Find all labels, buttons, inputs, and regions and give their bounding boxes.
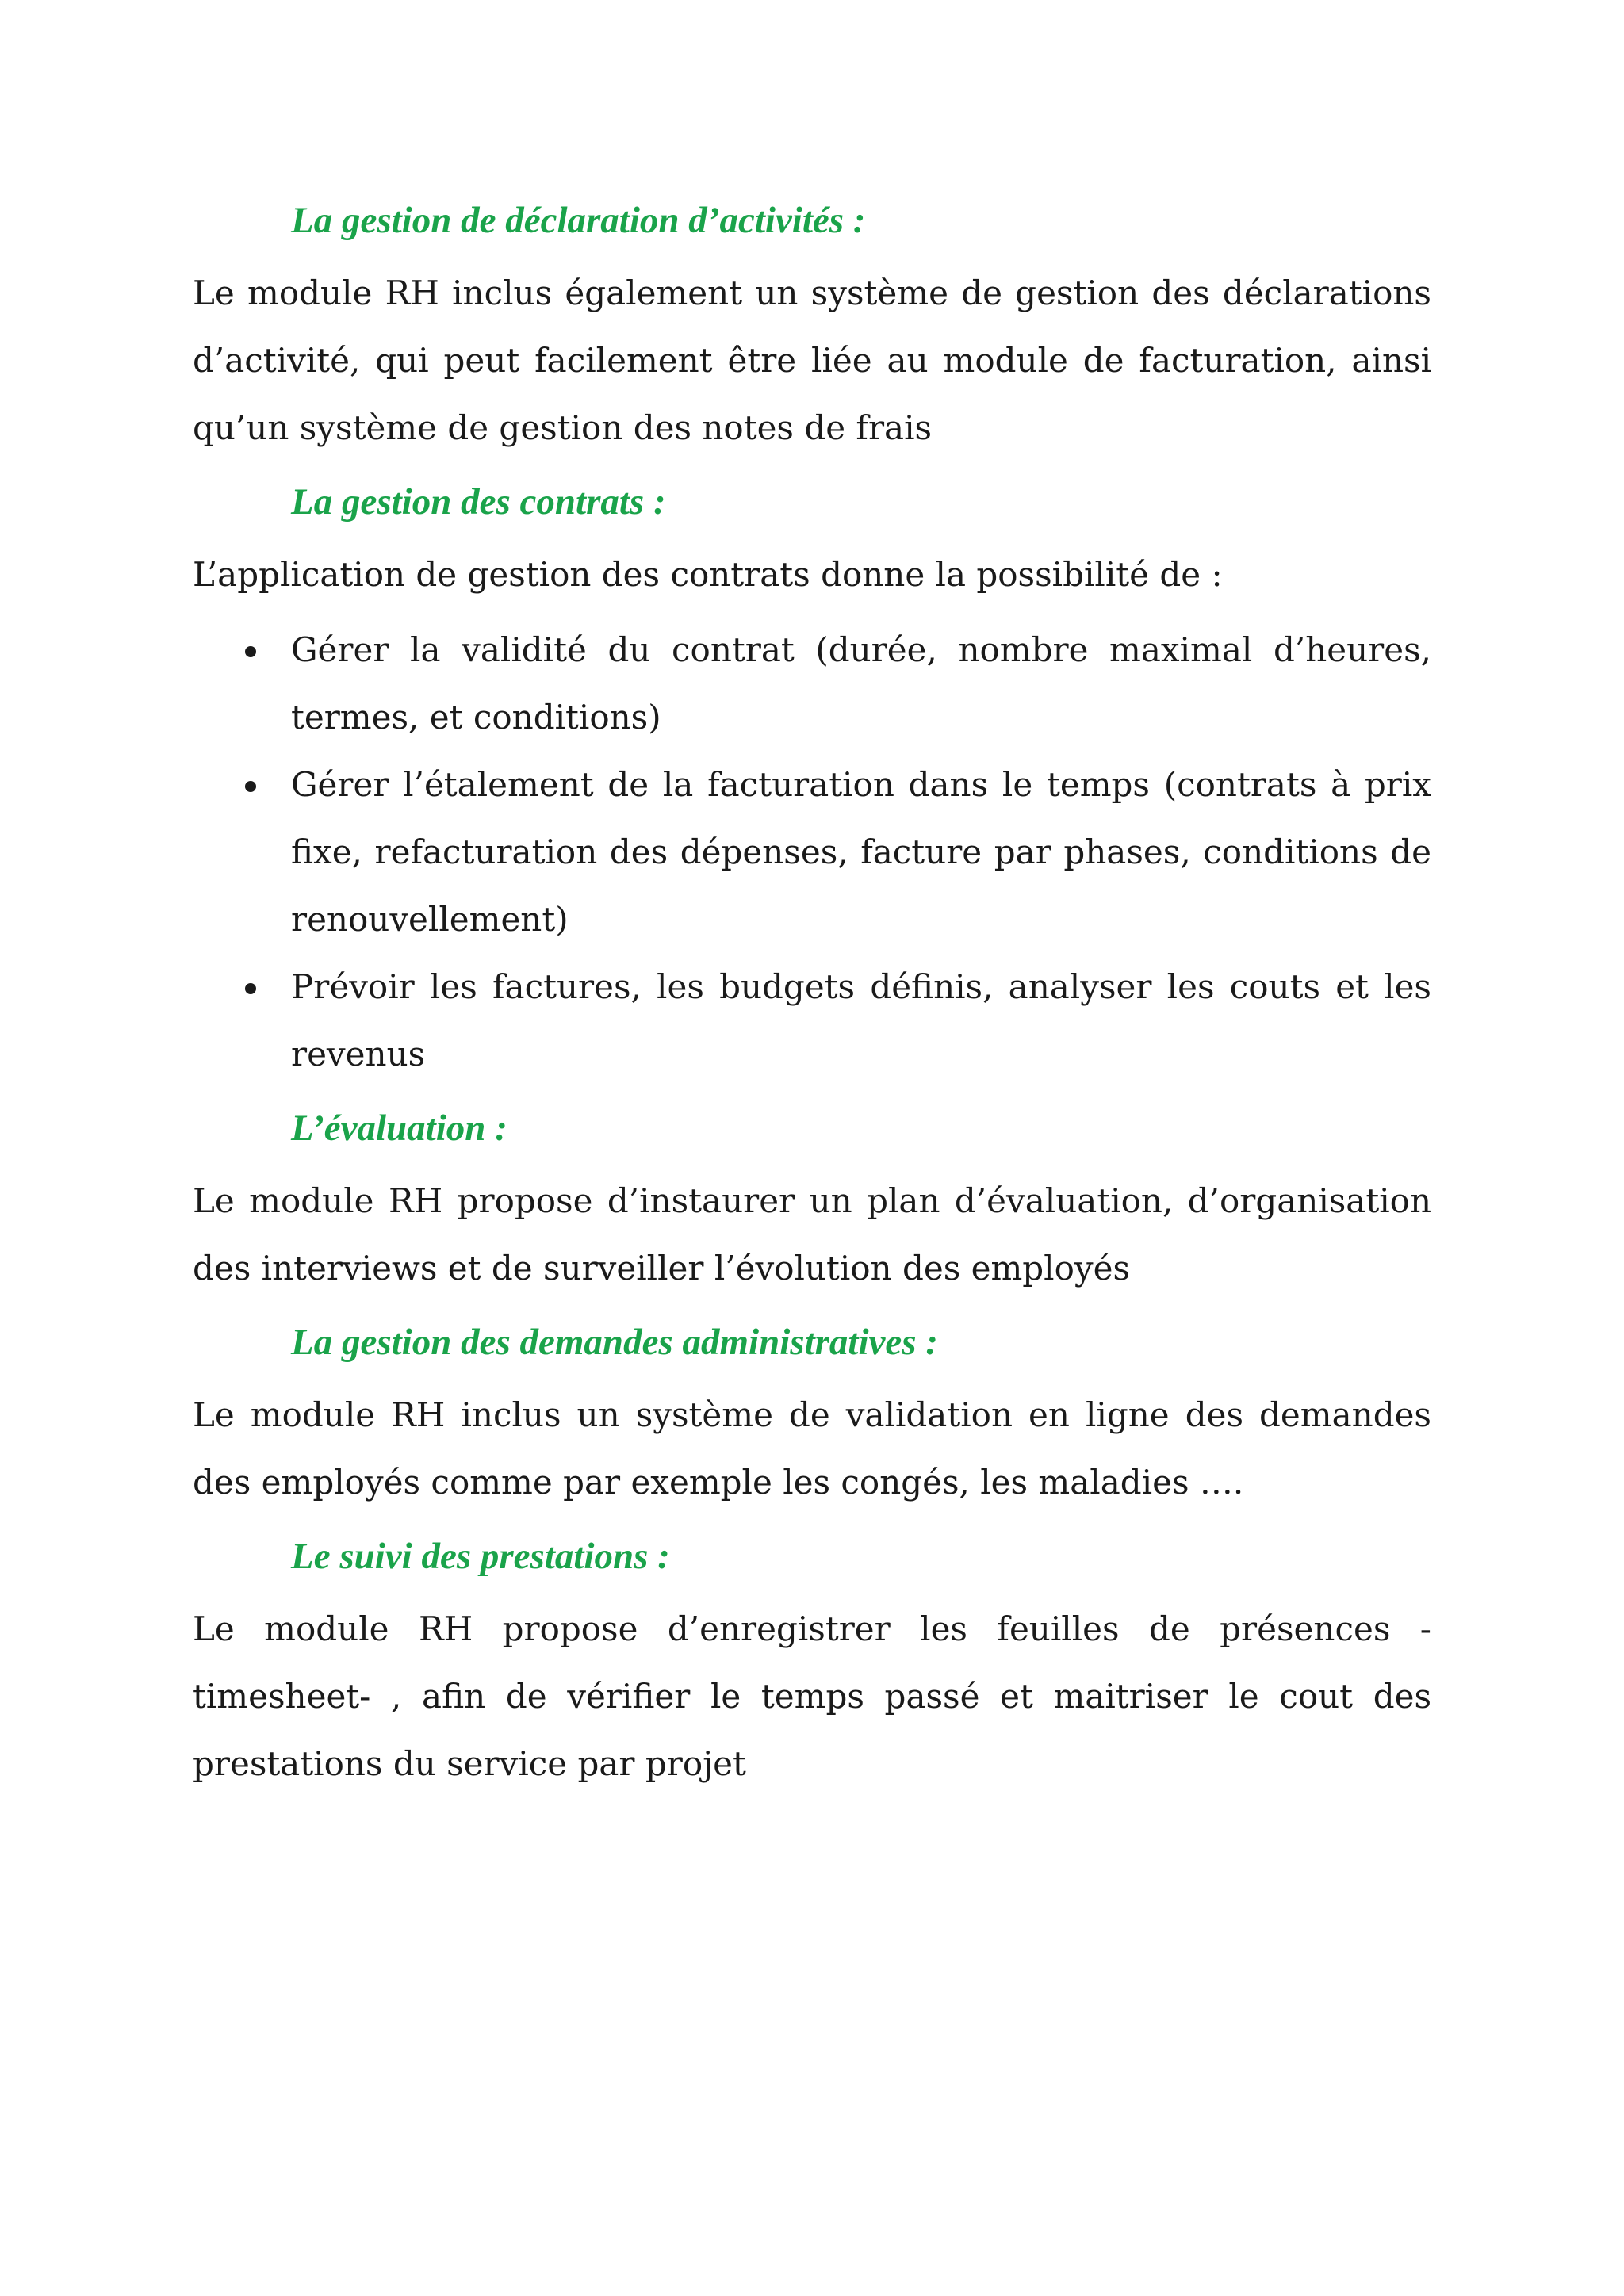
section-heading: La gestion des contrats : [291,481,666,522]
section-heading: La gestion des demandes administratives : [291,1322,938,1363]
section-paragraph: Le module RH propose d’enregistrer les feuilles de présences -timesheet- , afin de vérifier le temps passé et maitriser le cout des prestations du service par projet [193,1609,1431,1783]
bullet-dot-icon [245,781,256,792]
list-item [193,953,1431,1088]
bullet-dot-icon [245,983,256,994]
section-paragraph: Le module RH inclus également un système de gestion des déclarations d’activité, qui peut facilement être liée au module de facturation, ainsi qu’un système de gestion des notes de frais [193,274,1431,447]
section-gestion-contrats [193,481,1431,1088]
section-heading: La gestion de déclaration d’activités : [291,200,866,241]
list-item [193,616,1431,751]
list-item-text: Gérer l’étalement de la facturation dans le temps (contrats à prix fixe, refacturation des dépenses, facture par phases, conditions de renouvellement) [291,765,1431,939]
bullet-dot-icon [245,646,256,657]
section-heading: L’évaluation : [291,1108,508,1149]
section-declaration-activites [193,202,1431,461]
section-heading: Le suivi des prestations : [291,1536,670,1577]
list-item-text: Gérer la validité du contrat (durée, nombre maximal d’heures, termes, et conditions) [291,630,1431,737]
bullet-list [193,616,1431,1088]
list-item [193,751,1431,953]
section-evaluation [193,1110,1431,1302]
section-demandes-administratives [193,1324,1431,1516]
document-page [193,182,1431,1797]
section-suivi-prestations [193,1538,1431,1797]
section-paragraph: Le module RH propose d’instaurer un plan d’évaluation, d’organisation des interviews et de surveiller l’évolution des employés [193,1181,1431,1288]
section-paragraph: L’application de gestion des contrats donne la possibilité de : [193,555,1223,594]
list-item-text: Prévoir les factures, les budgets définis, analyser les couts et les revenus [291,967,1431,1073]
section-paragraph: Le module RH inclus un système de validation en ligne des demandes des employés comme par exemple les congés, les maladies …. [193,1395,1431,1502]
